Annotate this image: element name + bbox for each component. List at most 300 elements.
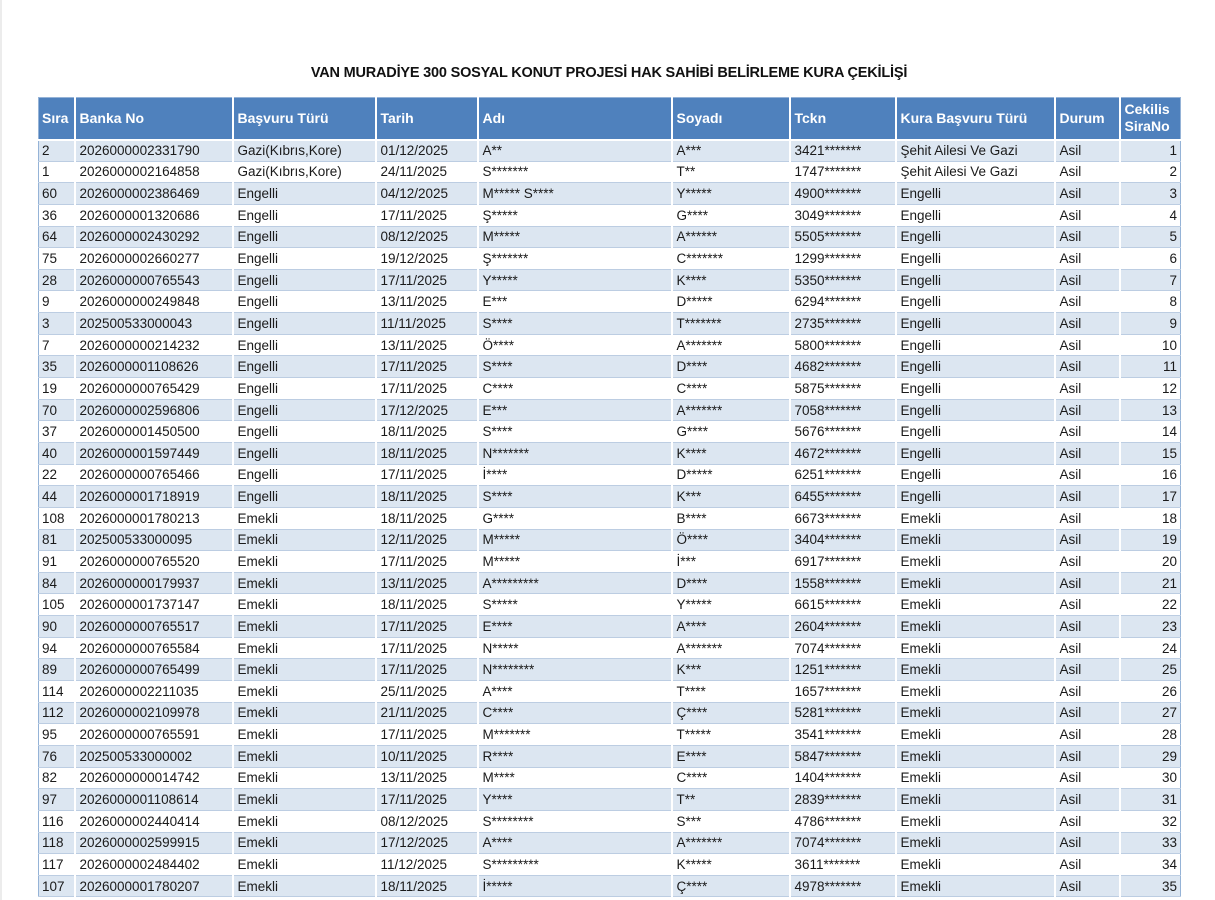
column-header-cekilis-sirano: Cekilis SiraNo [1120, 98, 1181, 140]
cell-cekilis-sirano: 21 [1120, 572, 1181, 594]
column-header-banka-no: Banka No [75, 98, 233, 140]
cell-banka-no: 2026000001597449 [75, 442, 233, 464]
cell-banka-no: 2026000001450500 [75, 421, 233, 443]
cell-soyadi: Ç**** [672, 702, 790, 724]
cell-sira: 118 [39, 832, 75, 854]
cell-cekilis-sirano: 35 [1120, 875, 1181, 897]
cell-sira: 64 [39, 226, 75, 248]
column-header-tarih: Tarih [376, 98, 478, 140]
cell-sira: 3 [39, 313, 75, 335]
cell-tarih: 04/12/2025 [376, 183, 478, 205]
cell-cekilis-sirano: 1 [1120, 140, 1181, 162]
cell-tarih: 17/11/2025 [376, 789, 478, 811]
cell-cekilis-sirano: 13 [1120, 399, 1181, 421]
cell-kura-basvuru-turu: Emekli [896, 637, 1055, 659]
cell-cekilis-sirano: 6 [1120, 248, 1181, 270]
cell-soyadi: A****** [672, 226, 790, 248]
cell-durum: Asil [1055, 313, 1120, 335]
cell-kura-basvuru-turu: Şehit Ailesi Ve Gazi [896, 140, 1055, 162]
cell-kura-basvuru-turu: Emekli [896, 702, 1055, 724]
cell-banka-no: 2026000000179937 [75, 572, 233, 594]
cell-sira: 37 [39, 421, 75, 443]
cell-adi: İ***** [478, 875, 672, 897]
cell-cekilis-sirano: 25 [1120, 659, 1181, 681]
cell-sira: 108 [39, 507, 75, 529]
cell-kura-basvuru-turu: Emekli [896, 832, 1055, 854]
table-row [39, 442, 1181, 464]
cell-kura-basvuru-turu: Engelli [896, 442, 1055, 464]
table-row [39, 832, 1181, 854]
cell-tckn: 2839******* [790, 789, 896, 811]
cell-durum: Asil [1055, 421, 1120, 443]
cell-tckn: 3421******* [790, 140, 896, 162]
cell-tarih: 17/11/2025 [376, 378, 478, 400]
cell-tckn: 6615******* [790, 594, 896, 616]
cell-kura-basvuru-turu: Engelli [896, 334, 1055, 356]
cell-adi: E*** [478, 399, 672, 421]
cell-tckn: 7074******* [790, 637, 896, 659]
cell-adi: N******** [478, 659, 672, 681]
cell-soyadi: T******* [672, 313, 790, 335]
table-row [39, 724, 1181, 746]
cell-cekilis-sirano: 2 [1120, 161, 1181, 183]
cell-basvuru-turu: Engelli [233, 226, 376, 248]
cell-cekilis-sirano: 19 [1120, 529, 1181, 551]
cell-soyadi: K**** [672, 442, 790, 464]
cell-basvuru-turu: Engelli [233, 204, 376, 226]
cell-kura-basvuru-turu: Engelli [896, 486, 1055, 508]
cell-basvuru-turu: Emekli [233, 789, 376, 811]
cell-kura-basvuru-turu: Engelli [896, 248, 1055, 270]
cell-cekilis-sirano: 28 [1120, 724, 1181, 746]
cell-cekilis-sirano: 7 [1120, 269, 1181, 291]
table-row [39, 248, 1181, 270]
cell-soyadi: T**** [672, 681, 790, 703]
cell-tarih: 12/11/2025 [376, 529, 478, 551]
table-row [39, 702, 1181, 724]
cell-soyadi: İ*** [672, 551, 790, 573]
cell-tckn: 5676******* [790, 421, 896, 443]
cell-tckn: 6673******* [790, 507, 896, 529]
cell-cekilis-sirano: 4 [1120, 204, 1181, 226]
cell-banka-no: 2026000000765584 [75, 637, 233, 659]
cell-tarih: 17/11/2025 [376, 464, 478, 486]
cell-durum: Asil [1055, 854, 1120, 876]
cell-durum: Asil [1055, 486, 1120, 508]
cell-adi: S******* [478, 161, 672, 183]
column-header-soyadi: Soyadı [672, 98, 790, 140]
cell-adi: C**** [478, 702, 672, 724]
cell-cekilis-sirano: 16 [1120, 464, 1181, 486]
cell-sira: 76 [39, 745, 75, 767]
cell-tckn: 6294******* [790, 291, 896, 313]
cell-tarih: 13/11/2025 [376, 572, 478, 594]
cell-sira: 1 [39, 161, 75, 183]
cell-tarih: 18/11/2025 [376, 421, 478, 443]
cell-tarih: 11/12/2025 [376, 854, 478, 876]
cell-cekilis-sirano: 5 [1120, 226, 1181, 248]
cell-adi: M***** [478, 551, 672, 573]
cell-adi: Y**** [478, 789, 672, 811]
cell-durum: Asil [1055, 226, 1120, 248]
cell-tarih: 13/11/2025 [376, 291, 478, 313]
cell-cekilis-sirano: 24 [1120, 637, 1181, 659]
page-title: VAN MURADİYE 300 SOSYAL KONUT PROJESİ HAK SAHİBİ BELİRLEME KURA ÇEKİLİŞİ [310, 65, 908, 81]
cell-basvuru-turu: Emekli [233, 572, 376, 594]
cell-durum: Asil [1055, 745, 1120, 767]
cell-tarih: 17/11/2025 [376, 356, 478, 378]
cell-banka-no: 2026000002599915 [75, 832, 233, 854]
cell-cekilis-sirano: 32 [1120, 810, 1181, 832]
cell-kura-basvuru-turu: Engelli [896, 269, 1055, 291]
cell-adi: S**** [478, 486, 672, 508]
cell-tarih: 01/12/2025 [376, 140, 478, 162]
cell-basvuru-turu: Emekli [233, 810, 376, 832]
cell-sira: 82 [39, 767, 75, 789]
cell-banka-no: 202500533000043 [75, 313, 233, 335]
cell-sira: 19 [39, 378, 75, 400]
cell-cekilis-sirano: 9 [1120, 313, 1181, 335]
cell-tarih: 25/11/2025 [376, 681, 478, 703]
cell-sira: 114 [39, 681, 75, 703]
cell-tckn: 1747******* [790, 161, 896, 183]
cell-cekilis-sirano: 17 [1120, 486, 1181, 508]
cell-banka-no: 2026000000765499 [75, 659, 233, 681]
cell-sira: 112 [39, 702, 75, 724]
cell-cekilis-sirano: 8 [1120, 291, 1181, 313]
table-row [39, 140, 1181, 162]
cell-kura-basvuru-turu: Engelli [896, 204, 1055, 226]
cell-cekilis-sirano: 29 [1120, 745, 1181, 767]
cell-durum: Asil [1055, 659, 1120, 681]
cell-sira: 28 [39, 269, 75, 291]
cell-adi: R**** [478, 745, 672, 767]
cell-tarih: 17/11/2025 [376, 616, 478, 638]
cell-cekilis-sirano: 22 [1120, 594, 1181, 616]
cell-basvuru-turu: Engelli [233, 291, 376, 313]
cell-adi: N***** [478, 637, 672, 659]
cell-sira: 94 [39, 637, 75, 659]
cell-adi: E**** [478, 616, 672, 638]
cell-durum: Asil [1055, 269, 1120, 291]
cell-tarih: 08/12/2025 [376, 226, 478, 248]
cell-kura-basvuru-turu: Emekli [896, 681, 1055, 703]
cell-kura-basvuru-turu: Emekli [896, 854, 1055, 876]
cell-cekilis-sirano: 33 [1120, 832, 1181, 854]
cell-cekilis-sirano: 27 [1120, 702, 1181, 724]
table-row [39, 594, 1181, 616]
cell-adi: M***** [478, 529, 672, 551]
cell-banka-no: 2026000002211035 [75, 681, 233, 703]
cell-cekilis-sirano: 34 [1120, 854, 1181, 876]
cell-cekilis-sirano: 15 [1120, 442, 1181, 464]
cell-durum: Asil [1055, 832, 1120, 854]
table-row [39, 399, 1181, 421]
table-row [39, 875, 1181, 897]
cell-sira: 75 [39, 248, 75, 270]
cell-adi: Ş******* [478, 248, 672, 270]
cell-banka-no: 2026000002430292 [75, 226, 233, 248]
table-row [39, 507, 1181, 529]
cell-basvuru-turu: Emekli [233, 767, 376, 789]
cell-banka-no: 2026000000249848 [75, 291, 233, 313]
cell-adi: S******** [478, 810, 672, 832]
cell-sira: 90 [39, 616, 75, 638]
cell-durum: Asil [1055, 572, 1120, 594]
cell-adi: İ**** [478, 464, 672, 486]
cell-kura-basvuru-turu: Emekli [896, 724, 1055, 746]
cell-basvuru-turu: Emekli [233, 529, 376, 551]
table-row [39, 637, 1181, 659]
cell-sira: 116 [39, 810, 75, 832]
cell-banka-no: 2026000002484402 [75, 854, 233, 876]
cell-tarih: 17/11/2025 [376, 204, 478, 226]
table-row [39, 745, 1181, 767]
cell-basvuru-turu: Engelli [233, 313, 376, 335]
cell-kura-basvuru-turu: Emekli [896, 659, 1055, 681]
cell-adi: A********* [478, 572, 672, 594]
cell-adi: S**** [478, 313, 672, 335]
cell-adi: Ş***** [478, 204, 672, 226]
cell-soyadi: C******* [672, 248, 790, 270]
table-row [39, 378, 1181, 400]
table-row [39, 356, 1181, 378]
cell-kura-basvuru-turu: Engelli [896, 313, 1055, 335]
cell-basvuru-turu: Engelli [233, 269, 376, 291]
table-row [39, 269, 1181, 291]
table-row [39, 486, 1181, 508]
cell-basvuru-turu: Emekli [233, 507, 376, 529]
cell-durum: Asil [1055, 464, 1120, 486]
cell-cekilis-sirano: 20 [1120, 551, 1181, 573]
column-header-durum: Durum [1055, 98, 1120, 140]
cell-tckn: 7058******* [790, 399, 896, 421]
cell-sira: 44 [39, 486, 75, 508]
cell-tarih: 18/11/2025 [376, 486, 478, 508]
cell-basvuru-turu: Emekli [233, 724, 376, 746]
cell-tckn: 4786******* [790, 810, 896, 832]
cell-durum: Asil [1055, 810, 1120, 832]
table-row [39, 161, 1181, 183]
cell-kura-basvuru-turu: Emekli [896, 745, 1055, 767]
cell-tckn: 2735******* [790, 313, 896, 335]
cell-soyadi: T** [672, 789, 790, 811]
cell-kura-basvuru-turu: Emekli [896, 789, 1055, 811]
cell-adi: A**** [478, 681, 672, 703]
cell-soyadi: G**** [672, 421, 790, 443]
cell-kura-basvuru-turu: Emekli [896, 572, 1055, 594]
cell-cekilis-sirano: 31 [1120, 789, 1181, 811]
cell-kura-basvuru-turu: Engelli [896, 421, 1055, 443]
cell-tckn: 5800******* [790, 334, 896, 356]
table-row [39, 551, 1181, 573]
cell-basvuru-turu: Engelli [233, 378, 376, 400]
cell-durum: Asil [1055, 789, 1120, 811]
cell-adi: Y***** [478, 269, 672, 291]
cell-durum: Asil [1055, 875, 1120, 897]
cell-kura-basvuru-turu: Emekli [896, 551, 1055, 573]
cell-soyadi: T***** [672, 724, 790, 746]
cell-tarih: 13/11/2025 [376, 767, 478, 789]
cell-kura-basvuru-turu: Emekli [896, 529, 1055, 551]
cell-sira: 22 [39, 464, 75, 486]
cell-banka-no: 202500533000095 [75, 529, 233, 551]
cell-soyadi: G**** [672, 204, 790, 226]
cell-durum: Asil [1055, 637, 1120, 659]
cell-banka-no: 2026000000214232 [75, 334, 233, 356]
cell-basvuru-turu: Emekli [233, 551, 376, 573]
cell-tarih: 19/12/2025 [376, 248, 478, 270]
cell-banka-no: 2026000000765517 [75, 616, 233, 638]
cell-tarih: 17/11/2025 [376, 551, 478, 573]
cell-durum: Asil [1055, 204, 1120, 226]
cell-durum: Asil [1055, 140, 1120, 162]
cell-tckn: 7074******* [790, 832, 896, 854]
cell-kura-basvuru-turu: Emekli [896, 616, 1055, 638]
page-left-edge [0, 0, 2, 900]
cell-tckn: 4672******* [790, 442, 896, 464]
cell-durum: Asil [1055, 334, 1120, 356]
cell-banka-no: 2026000001780207 [75, 875, 233, 897]
cell-basvuru-turu: Emekli [233, 616, 376, 638]
cell-durum: Asil [1055, 616, 1120, 638]
cell-kura-basvuru-turu: Engelli [896, 291, 1055, 313]
cell-durum: Asil [1055, 702, 1120, 724]
cell-banka-no: 2026000001718919 [75, 486, 233, 508]
cell-cekilis-sirano: 11 [1120, 356, 1181, 378]
cell-durum: Asil [1055, 378, 1120, 400]
cell-sira: 105 [39, 594, 75, 616]
cell-banka-no: 2026000002164858 [75, 161, 233, 183]
table-row [39, 572, 1181, 594]
cell-adi: M***** [478, 226, 672, 248]
cell-basvuru-turu: Emekli [233, 832, 376, 854]
cell-cekilis-sirano: 30 [1120, 767, 1181, 789]
cell-kura-basvuru-turu: Emekli [896, 594, 1055, 616]
table-row [39, 789, 1181, 811]
cell-tarih: 10/11/2025 [376, 745, 478, 767]
cell-durum: Asil [1055, 681, 1120, 703]
cell-soyadi: C**** [672, 378, 790, 400]
cell-soyadi: C**** [672, 767, 790, 789]
cell-tarih: 17/11/2025 [376, 724, 478, 746]
table-row [39, 183, 1181, 205]
cell-sira: 60 [39, 183, 75, 205]
cell-durum: Asil [1055, 183, 1120, 205]
cell-tarih: 11/11/2025 [376, 313, 478, 335]
cell-kura-basvuru-turu: Engelli [896, 226, 1055, 248]
cell-tarih: 13/11/2025 [376, 334, 478, 356]
cell-adi: M******* [478, 724, 672, 746]
cell-kura-basvuru-turu: Engelli [896, 464, 1055, 486]
cell-banka-no: 2026000001320686 [75, 204, 233, 226]
cell-soyadi: Ç**** [672, 875, 790, 897]
cell-sira: 40 [39, 442, 75, 464]
cell-basvuru-turu: Engelli [233, 486, 376, 508]
cell-durum: Asil [1055, 399, 1120, 421]
cell-banka-no: 2026000000765543 [75, 269, 233, 291]
cell-banka-no: 202500533000002 [75, 745, 233, 767]
cell-cekilis-sirano: 12 [1120, 378, 1181, 400]
cell-basvuru-turu: Emekli [233, 637, 376, 659]
cell-tckn: 4900******* [790, 183, 896, 205]
cell-kura-basvuru-turu: Emekli [896, 507, 1055, 529]
cell-soyadi: Y***** [672, 594, 790, 616]
cell-adi: C**** [478, 378, 672, 400]
cell-soyadi: A******* [672, 637, 790, 659]
cell-soyadi: D**** [672, 572, 790, 594]
cell-tckn: 6917******* [790, 551, 896, 573]
cell-banka-no: 2026000001737147 [75, 594, 233, 616]
column-header-adi: Adı [478, 98, 672, 140]
cell-basvuru-turu: Engelli [233, 421, 376, 443]
cell-durum: Asil [1055, 161, 1120, 183]
cell-tckn: 3541******* [790, 724, 896, 746]
cell-tckn: 5350******* [790, 269, 896, 291]
cell-tarih: 18/11/2025 [376, 875, 478, 897]
cell-basvuru-turu: Emekli [233, 854, 376, 876]
cell-durum: Asil [1055, 291, 1120, 313]
cell-tarih: 18/11/2025 [376, 442, 478, 464]
cell-tckn: 3404******* [790, 529, 896, 551]
cell-sira: 70 [39, 399, 75, 421]
cell-basvuru-turu: Engelli [233, 334, 376, 356]
cell-banka-no: 2026000002331790 [75, 140, 233, 162]
cell-basvuru-turu: Emekli [233, 681, 376, 703]
cell-durum: Asil [1055, 594, 1120, 616]
cell-cekilis-sirano: 18 [1120, 507, 1181, 529]
cell-tckn: 1657******* [790, 681, 896, 703]
cell-tarih: 17/11/2025 [376, 637, 478, 659]
cell-soyadi: E**** [672, 745, 790, 767]
cell-soyadi: S*** [672, 810, 790, 832]
cell-banka-no: 2026000001780213 [75, 507, 233, 529]
cell-banka-no: 2026000001108626 [75, 356, 233, 378]
cell-durum: Asil [1055, 724, 1120, 746]
cell-sira: 35 [39, 356, 75, 378]
cell-tarih: 08/12/2025 [376, 810, 478, 832]
cell-sira: 81 [39, 529, 75, 551]
cell-tckn: 2604******* [790, 616, 896, 638]
table-row [39, 810, 1181, 832]
cell-soyadi: K***** [672, 854, 790, 876]
cell-banka-no: 2026000000765429 [75, 378, 233, 400]
cell-soyadi: D***** [672, 464, 790, 486]
table-row [39, 659, 1181, 681]
cell-durum: Asil [1055, 248, 1120, 270]
table-header [39, 98, 1181, 140]
cell-sira: 84 [39, 572, 75, 594]
cell-soyadi: Y***** [672, 183, 790, 205]
cell-kura-basvuru-turu: Engelli [896, 183, 1055, 205]
cell-adi: N******* [478, 442, 672, 464]
table-row [39, 854, 1181, 876]
cell-cekilis-sirano: 26 [1120, 681, 1181, 703]
cell-tarih: 17/11/2025 [376, 269, 478, 291]
cell-basvuru-turu: Engelli [233, 464, 376, 486]
cell-cekilis-sirano: 3 [1120, 183, 1181, 205]
cell-sira: 2 [39, 140, 75, 162]
cell-adi: E*** [478, 291, 672, 313]
kura-results-table [38, 97, 1181, 897]
cell-banka-no: 2026000000765466 [75, 464, 233, 486]
cell-kura-basvuru-turu: Emekli [896, 810, 1055, 832]
cell-adi: G**** [478, 507, 672, 529]
cell-kura-basvuru-turu: Engelli [896, 378, 1055, 400]
cell-soyadi: K*** [672, 486, 790, 508]
cell-basvuru-turu: Emekli [233, 875, 376, 897]
cell-soyadi: K**** [672, 269, 790, 291]
